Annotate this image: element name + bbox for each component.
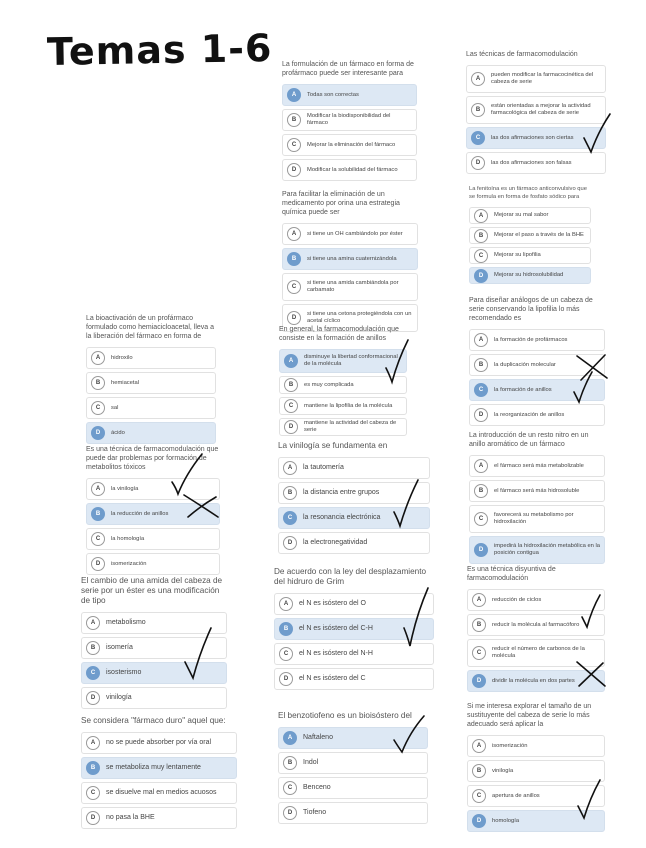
option-text: mantiene la lipofilia de la molécula — [304, 402, 393, 409]
answer-option-a[interactable] — [282, 84, 417, 106]
option-letter: C — [91, 532, 105, 546]
answer-option-c[interactable] — [86, 528, 220, 550]
option-letter: A — [474, 333, 488, 347]
answer-option-d[interactable] — [466, 152, 606, 174]
option-letter: C — [472, 646, 486, 660]
option-text: Tiofeno — [303, 808, 327, 816]
option-letter: A — [283, 731, 297, 745]
option-text: la reorganización de anillos — [494, 411, 565, 418]
option-letter: A — [91, 351, 105, 365]
question-text: Se considera "fármaco duro" aquel que: — [81, 716, 226, 725]
option-letter: A — [472, 739, 486, 753]
answer-option-c[interactable] — [81, 782, 237, 804]
option-letter: D — [287, 311, 301, 325]
answer-option-d[interactable] — [278, 532, 430, 554]
option-text: Modificar la solubilidad del fármaco — [307, 166, 398, 173]
option-letter: A — [287, 88, 301, 102]
option-letter: B — [472, 618, 486, 632]
option-text: Todas son correctas — [307, 91, 359, 98]
answer-option-d[interactable] — [469, 267, 591, 284]
option-letter: D — [283, 536, 297, 550]
option-letter: A — [474, 209, 488, 223]
option-letter: C — [91, 401, 105, 415]
answer-option-c[interactable] — [469, 247, 591, 264]
answer-option-d[interactable] — [86, 422, 216, 444]
question-card — [469, 186, 591, 287]
option-text: apertura de anillos — [492, 792, 540, 799]
option-text: el N es isóstero del C — [299, 674, 366, 682]
answer-option-c[interactable] — [86, 397, 216, 419]
answer-option-c[interactable] — [282, 273, 418, 301]
option-text: se disuelve mal en medios acuosos — [106, 788, 217, 796]
answer-option-c[interactable] — [466, 127, 606, 149]
answer-option-d[interactable] — [81, 807, 237, 829]
question-text: La introducción de un resto nitro en un anillo aromático de un fármaco — [469, 432, 589, 448]
answer-option-b[interactable] — [86, 372, 216, 394]
question-text: El cambio de una amida del cabeza de serie por un éster es una modificación de tipo — [81, 576, 223, 605]
option-text: se metaboliza muy lentamente — [106, 763, 201, 771]
option-letter: D — [91, 426, 105, 440]
option-text: el fármaco será más hidrosoluble — [494, 487, 580, 494]
option-text: Mejorar el paso a través de la BHE — [494, 232, 584, 238]
option-letter: D — [279, 672, 293, 686]
option-text: isosterismo — [106, 668, 142, 676]
answer-option-d[interactable] — [274, 668, 434, 690]
option-letter: D — [474, 269, 488, 283]
question-text: De acuerdo con la ley del desplazamiento del hidruro de Grim — [274, 567, 427, 586]
option-letter: B — [283, 756, 297, 770]
option-letter: B — [91, 507, 105, 521]
answer-option-b[interactable] — [467, 614, 605, 636]
option-text: isomerización — [492, 742, 528, 749]
option-text: Indol — [303, 758, 319, 766]
answer-option-c[interactable] — [469, 505, 605, 533]
question-text: La bioactivación de un profármaco formulado como hemiacicloacetal, lleva a la liberación del fármaco en forma de — [86, 315, 215, 340]
option-text: si tiene una cetona protegiéndola con un acetal cíclico — [307, 311, 412, 324]
option-letter: D — [86, 691, 100, 705]
answer-option-b[interactable] — [81, 757, 237, 779]
option-text: es muy complicada — [304, 381, 354, 388]
option-text: Benceno — [303, 783, 331, 791]
answer-option-d[interactable] — [278, 802, 428, 824]
option-text: Mejorar su mal sabor — [494, 212, 549, 218]
answer-option-c[interactable] — [278, 777, 428, 799]
answer-option-a[interactable] — [278, 457, 430, 479]
option-text: vinilogía — [492, 767, 514, 774]
option-text: la vinilogía — [111, 485, 139, 492]
answer-option-c[interactable] — [278, 507, 430, 529]
answer-option-d[interactable] — [469, 536, 605, 564]
option-text: las dos afirmaciones son falsas — [491, 159, 572, 166]
option-text: mantiene la actividad del cabeza de serie — [304, 420, 397, 433]
option-text: impedirá la hidroxilación metabólica en la posición contigua — [494, 543, 601, 556]
question-card — [466, 50, 606, 177]
option-text: están orientadas a mejorar la actividad farmacológica del cabeza de serie — [491, 103, 591, 116]
answer-option-d[interactable] — [467, 810, 605, 832]
answer-option-b[interactable] — [469, 227, 591, 244]
option-letter: C — [284, 399, 298, 413]
option-letter: D — [474, 408, 488, 422]
option-letter: A — [86, 736, 100, 750]
answer-option-c[interactable] — [469, 379, 605, 401]
option-letter: C — [86, 786, 100, 800]
answer-option-a[interactable] — [282, 223, 418, 245]
question-card — [467, 565, 605, 695]
option-letter: D — [472, 814, 486, 828]
answer-option-d[interactable] — [469, 404, 605, 426]
option-text: el N es isóstero del C-H — [299, 624, 373, 632]
answer-option-d[interactable] — [81, 687, 227, 709]
option-letter: B — [283, 486, 297, 500]
answer-option-a[interactable] — [274, 593, 434, 615]
option-text: la formación de anillos — [494, 386, 552, 393]
answer-option-b[interactable] — [466, 96, 606, 124]
answer-option-c[interactable] — [282, 134, 417, 156]
option-letter: C — [86, 666, 100, 680]
option-text: vinilogía — [106, 693, 132, 701]
option-text: la duplicación molecular — [494, 361, 556, 368]
option-text: la resonancia electrónica — [303, 513, 381, 521]
option-text: Mejorar su hidrosolubilidad — [494, 272, 564, 278]
answer-option-b[interactable] — [278, 482, 430, 504]
option-text: el N es isóstero del O — [299, 599, 366, 607]
answer-option-a[interactable] — [469, 455, 605, 477]
option-text: no se puede absorber por vía oral — [106, 738, 212, 746]
option-letter: C — [474, 249, 488, 263]
option-letter: C — [474, 383, 488, 397]
option-letter: A — [284, 354, 298, 368]
question-text: Las técnicas de farmacomodulación — [466, 51, 578, 58]
option-text: hemiacetal — [111, 379, 140, 386]
answer-option-a[interactable] — [279, 349, 407, 373]
option-letter: D — [472, 674, 486, 688]
option-letter: C — [279, 647, 293, 661]
option-letter: C — [287, 138, 301, 152]
handwritten-heading: Temas 1-6 — [46, 26, 273, 74]
answer-option-a[interactable] — [81, 612, 227, 634]
option-letter: D — [283, 806, 297, 820]
answer-option-a[interactable] — [469, 207, 591, 224]
option-letter: A — [86, 616, 100, 630]
question-card — [81, 716, 237, 832]
answer-option-b[interactable] — [86, 503, 220, 525]
question-text: Es una técnica de farmacomodulación que puede dar problemas por formación de metabolitos tóxicos — [86, 446, 219, 471]
option-letter: D — [474, 543, 488, 557]
option-letter: D — [287, 163, 301, 177]
option-text: la formación de profármacos — [494, 336, 568, 343]
option-letter: A — [472, 593, 486, 607]
option-text: las dos afirmaciones son ciertas — [491, 134, 574, 141]
question-card — [469, 296, 605, 429]
option-text: dividir la molécula en dos partes — [492, 677, 575, 684]
answer-option-b[interactable] — [81, 637, 227, 659]
option-letter: D — [284, 420, 298, 434]
option-text: isomerización — [111, 560, 147, 567]
option-text: favorecerá su metabolismo por hidroxilación — [494, 512, 574, 525]
option-text: Mejorar su lipofilia — [494, 252, 541, 258]
option-text: la distancia entre grupos — [303, 488, 380, 496]
answer-option-a[interactable] — [81, 732, 237, 754]
option-text: hidroxilo — [111, 354, 133, 361]
answer-option-c[interactable] — [467, 639, 605, 667]
option-letter: C — [474, 512, 488, 526]
option-text: no pasa la BHE — [106, 813, 155, 821]
question-card — [274, 567, 434, 693]
answer-option-d[interactable] — [467, 670, 605, 692]
question-card — [282, 190, 418, 335]
question-card — [467, 702, 605, 835]
option-letter: A — [287, 227, 301, 241]
question-card — [86, 314, 216, 447]
answer-option-b[interactable] — [278, 752, 428, 774]
question-card — [278, 711, 428, 827]
option-text: homología — [492, 817, 520, 824]
option-text: el fármaco será más metabolizable — [494, 462, 584, 469]
answer-option-b[interactable] — [467, 760, 605, 782]
option-text: si tiene una amina cuaternizándola — [307, 255, 397, 262]
option-text: la electronegatividad — [303, 538, 368, 546]
answer-option-a[interactable] — [86, 478, 220, 500]
option-letter: B — [471, 103, 485, 117]
question-text: El benzotiofeno es un bioisóstero del — [278, 711, 412, 720]
option-text: sal — [111, 404, 119, 411]
option-text: disminuye la libertad conformacional de la molécula — [304, 354, 398, 367]
option-letter: B — [287, 113, 301, 127]
option-letter: B — [474, 229, 488, 243]
question-card — [81, 576, 227, 712]
option-text: la reducción de anillos — [111, 510, 169, 517]
answer-option-d[interactable] — [279, 418, 407, 436]
option-letter: C — [287, 280, 301, 294]
answer-option-c[interactable] — [274, 643, 434, 665]
option-letter: C — [472, 789, 486, 803]
option-letter: B — [284, 378, 298, 392]
option-letter: A — [471, 72, 485, 86]
option-letter: C — [283, 781, 297, 795]
option-letter: A — [279, 597, 293, 611]
question-card — [282, 60, 417, 184]
answer-option-a[interactable] — [469, 329, 605, 351]
question-text: Si me interesa explorar el tamaño de un sustituyente del cabeza de serie lo más adecuado será aplicar la — [467, 703, 592, 728]
option-letter: B — [86, 761, 100, 775]
option-text: la homología — [111, 535, 145, 542]
question-card — [469, 431, 605, 567]
question-card — [279, 325, 407, 439]
question-text: Es una técnica disyuntiva de farmacomodulación — [467, 566, 556, 582]
option-text: el N es isóstero del N-H — [299, 649, 373, 657]
answer-option-a[interactable] — [278, 727, 428, 749]
answer-option-a[interactable] — [466, 65, 606, 93]
question-text: La fenitoína es un fármaco anticonvulsivo que se formula en forma de fosfato sódico para — [469, 186, 587, 200]
answer-option-c[interactable] — [279, 397, 407, 415]
option-letter: B — [474, 484, 488, 498]
answer-option-b[interactable] — [469, 480, 605, 502]
option-text: si tiene una amida cambiándola por carbamato — [307, 280, 399, 293]
option-text: metabolismo — [106, 618, 146, 626]
question-card — [278, 441, 430, 557]
answer-option-b[interactable] — [279, 376, 407, 394]
option-letter: C — [471, 131, 485, 145]
question-text: Para facilitar la eliminación de un medicamento por orina una estrategia química puede ser — [282, 191, 400, 216]
option-letter: A — [474, 459, 488, 473]
option-text: ácido — [111, 429, 125, 436]
option-text: la tautomería — [303, 463, 344, 471]
answer-option-d[interactable] — [282, 159, 417, 181]
option-letter: C — [283, 511, 297, 525]
option-letter: D — [471, 156, 485, 170]
option-letter: D — [86, 811, 100, 825]
option-letter: B — [474, 358, 488, 372]
answer-option-a[interactable] — [86, 347, 216, 369]
answer-option-b[interactable] — [282, 109, 417, 131]
question-text: La vinilogía se fundamenta en — [278, 441, 388, 450]
option-letter: B — [287, 252, 301, 266]
answer-option-d[interactable] — [86, 553, 220, 575]
option-text: reducción de ciclos — [492, 596, 542, 603]
answer-option-b[interactable] — [469, 354, 605, 376]
answer-option-b[interactable] — [274, 618, 434, 640]
answer-option-c[interactable] — [81, 662, 227, 684]
option-text: reducir el número de carbonos de la molécula — [492, 646, 585, 659]
option-letter: D — [91, 557, 105, 571]
option-text: Naftaleno — [303, 733, 333, 741]
option-text: Modificar la biodisponibilidad del fármaco — [307, 113, 391, 126]
option-text: pueden modificar la farmacocinética del cabeza de serie — [491, 72, 594, 85]
question-text: En general, la farmacomodulación que consiste en la formación de anillos — [279, 326, 399, 342]
option-text: Mejorar la eliminación del fármaco — [307, 141, 396, 148]
option-text: reducir la molécula al farmacóforo — [492, 621, 580, 628]
question-text: Para diseñar análogos de un cabeza de serie conservando la lipofilia lo más recomendado es — [469, 297, 593, 322]
option-letter: B — [472, 764, 486, 778]
option-letter: B — [279, 622, 293, 636]
option-letter: A — [283, 461, 297, 475]
question-card — [86, 445, 220, 578]
option-text: si tiene un OH cambiándolo por éster — [307, 230, 403, 237]
option-text: isomería — [106, 643, 133, 651]
option-letter: B — [86, 641, 100, 655]
question-text: La formulación de un fármaco en forma de profármaco puede ser interesante para — [282, 61, 414, 77]
answer-option-c[interactable] — [467, 785, 605, 807]
option-letter: A — [91, 482, 105, 496]
answer-option-a[interactable] — [467, 735, 605, 757]
answer-option-b[interactable] — [282, 248, 418, 270]
option-letter: B — [91, 376, 105, 390]
answer-option-a[interactable] — [467, 589, 605, 611]
